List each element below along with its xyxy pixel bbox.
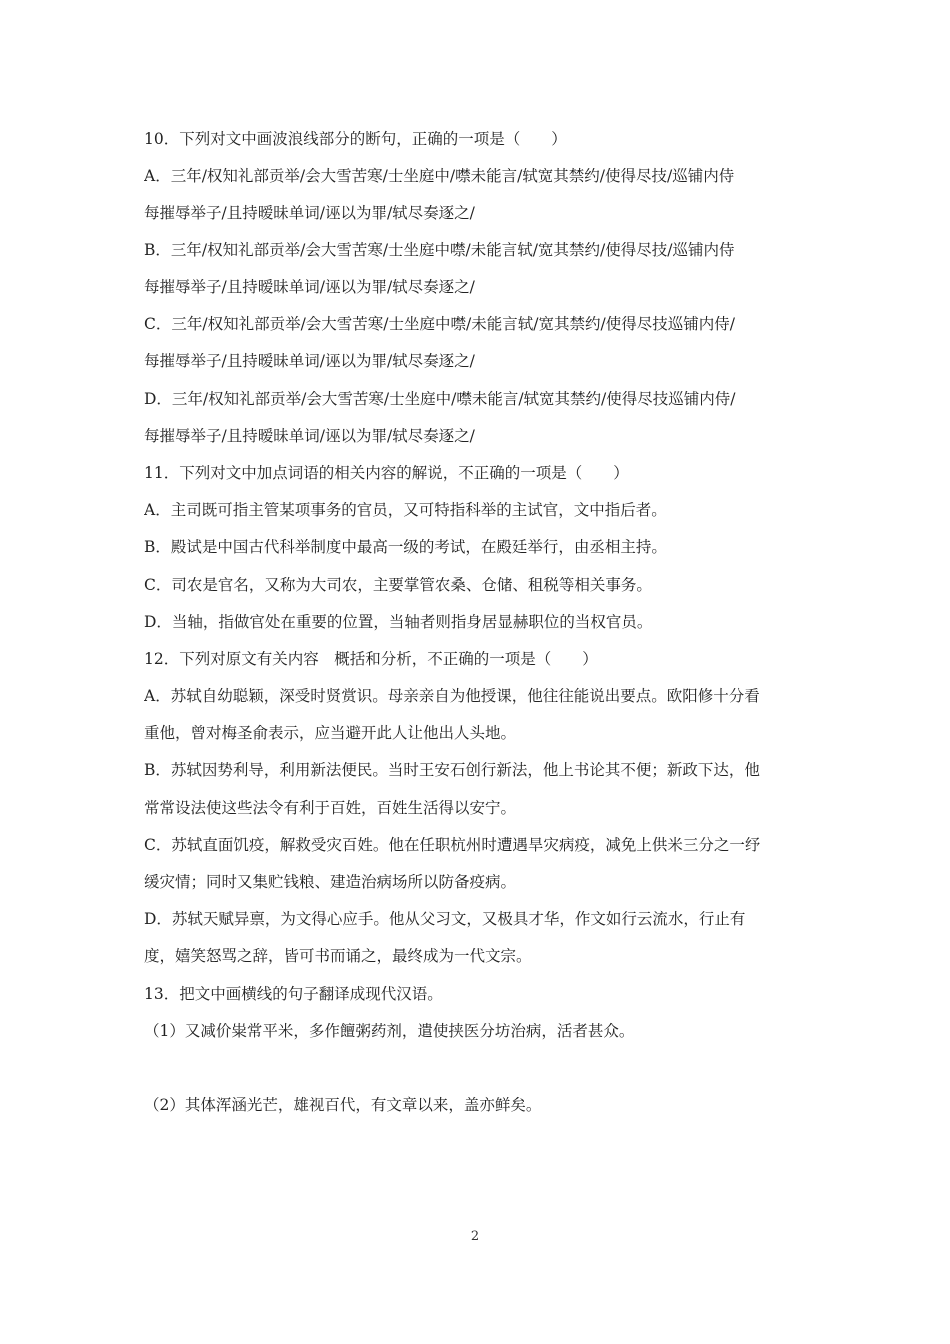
question-11-option-c: C．司农是官名，又称为大司农，主要掌管农桑、仓储、租税等相关事务。 — [144, 576, 652, 594]
question-10-option-a-line2: 每摧辱举子/且持暧昧单词/诬以为罪/轼尽奏逐之/ — [144, 204, 475, 222]
question-12-option-c-line2: 缓灾情；同时又集贮钱粮、建造治病场所以防备疫病。 — [144, 873, 517, 891]
question-11-stem: 11．下列对文中加点词语的相关内容的解说，不正确的一项是（ ） — [144, 464, 629, 482]
question-12-option-a-line2: 重他，曾对梅圣俞表示，应当避开此人让他出人头地。 — [144, 724, 517, 742]
question-10-option-d-line2: 每摧辱举子/且持暧昧单词/诬以为罪/轼尽奏逐之/ — [144, 427, 475, 445]
question-12-option-d-line2: 度，嬉笑怒骂之辞，皆可书而诵之，最终成为一代文宗。 — [144, 947, 532, 965]
question-12-option-a-line1: A．苏轼自幼聪颖，深受时贤赏识。母亲亲自为他授课，他往往能说出要点。欧阳修十分看 — [144, 687, 760, 705]
question-10-option-b-line2: 每摧辱举子/且持暧昧单词/诬以为罪/轼尽奏逐之/ — [144, 278, 475, 296]
question-11-option-d: D．当轴，指做官处在重要的位置，当轴者则指身居显赫职位的当权官员。 — [144, 613, 653, 631]
question-11-option-b: B．殿试是中国古代科举制度中最高一级的考试，在殿廷举行，由丞相主持。 — [144, 538, 667, 556]
question-10-option-c-line1: C．三年/权知礼部贡举/会大雪苦寒/士坐庭中噤/未能言轼/宽其禁约/使得尽技巡铺内侍/ — [144, 315, 735, 333]
question-12-option-c-line1: C．苏轼直面饥疫，解救受灾百姓。他在任职杭州时遭遇旱灾病疫，减免上供米三分之一纾 — [144, 836, 761, 854]
question-10-option-c-line2: 每摧辱举子/且持暧昧单词/诬以为罪/轼尽奏逐之/ — [144, 352, 475, 370]
question-13-sentence-1: （1）又减价粜常平米，多作饘粥药剂，遣使挟医分坊治病，活者甚众。 — [144, 1022, 635, 1040]
question-10-stem: 10．下列对文中画波浪线部分的断句，正确的一项是（ ） — [144, 130, 567, 148]
question-13-stem: 13．把文中画横线的句子翻译成现代汉语。 — [144, 985, 443, 1003]
question-12-stem: 12．下列对原文有关内容 概括和分析，不正确的一项是（ ） — [144, 650, 598, 668]
page-number: 2 — [470, 1229, 480, 1244]
question-12-option-d-line1: D．苏轼天赋异禀，为文得心应手。他从父习文，又极具才华，作文如行云流水，行止有 — [144, 910, 746, 928]
question-10-option-b-line1: B．三年/权知礼部贡举/会大雪苦寒/士坐庭中噤/未能言轼/宽其禁约/使得尽技/巡铺内侍 — [144, 241, 735, 259]
question-12-option-b-line2: 常常设法使这些法令有利于百姓，百姓生活得以安宁。 — [144, 799, 517, 817]
question-10-option-a-line1: A．三年/权知礼部贡举/会大雪苦寒/士坐庭中/噤未能言/轼宽其禁约/使得尽技/巡铺内侍 — [144, 167, 735, 185]
question-13-sentence-2: （2）其体浑涵光芒，雄视百代，有文章以来，盖亦鲜矣。 — [144, 1096, 542, 1114]
question-12-option-b-line1: B．苏轼因势利导，利用新法便民。当时王安石创行新法，他上书论其不便；新政下达，他 — [144, 761, 760, 779]
question-10-option-d-line1: D．三年/权知礼部贡举/会大雪苦寒/士坐庭中/噤未能言/轼宽其禁约/使得尽技巡铺内侍/ — [144, 390, 736, 408]
question-11-option-a: A．主司既可指主管某项事务的官员，又可特指科举的主试官，文中指后者。 — [144, 501, 667, 519]
